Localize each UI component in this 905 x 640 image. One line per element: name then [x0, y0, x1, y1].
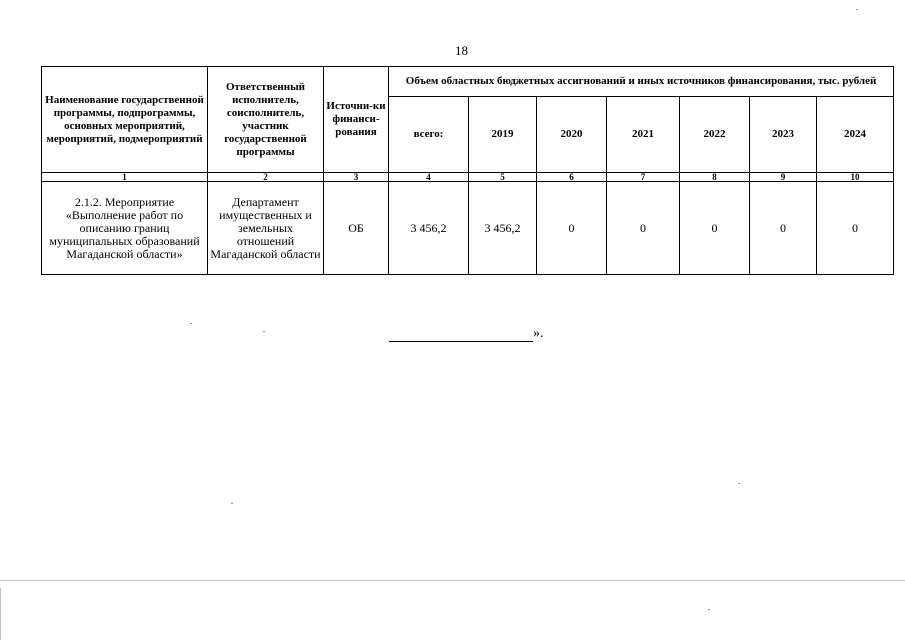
header-year-2022: 2022 — [680, 97, 750, 173]
column-number: 4 — [389, 173, 469, 182]
header-year-2020: 2020 — [537, 97, 607, 173]
header-responsible: Ответственный исполнитель, соисполнитель, участник государственной программы — [208, 67, 324, 173]
header-year-2021: 2021 — [607, 97, 680, 173]
column-number: 5 — [469, 173, 537, 182]
signature-underline — [389, 325, 533, 342]
responsible-cell: Департамент имущественных и земельных отношений Магаданской области — [208, 182, 324, 275]
column-number: 8 — [680, 173, 750, 182]
table-row — [42, 182, 894, 275]
scan-speck — [708, 609, 710, 610]
closing-line — [389, 325, 544, 342]
column-number: 9 — [750, 173, 817, 182]
header-sources: Источни-ки финанси-рования — [324, 67, 389, 173]
column-number: 10 — [817, 173, 894, 182]
scan-speck — [263, 331, 265, 332]
column-number: 2 — [208, 173, 324, 182]
value-2021-cell: 0 — [607, 182, 680, 275]
scan-speck — [738, 483, 740, 484]
header-total: всего: — [389, 97, 469, 173]
budget-table — [41, 66, 894, 275]
column-number: 3 — [324, 173, 389, 182]
column-number: 6 — [537, 173, 607, 182]
header-name: Наименование государственной программы, подпрограммы, основных мероприятий, мероприятий, подмероприятий — [42, 67, 208, 173]
column-number: 7 — [607, 173, 680, 182]
value-2022-cell: 0 — [680, 182, 750, 275]
value-total-cell: 3 456,2 — [389, 182, 469, 275]
scan-speck — [190, 323, 192, 324]
source-cell: ОБ — [324, 182, 389, 275]
column-number: 1 — [42, 173, 208, 182]
header-year-2019: 2019 — [469, 97, 537, 173]
scan-fold-line — [0, 580, 905, 581]
scan-edge-line — [0, 588, 1, 640]
header-volume: Объем областных бюджетных ассигнований и иных источников финансирования, тыс. рублей — [389, 67, 894, 97]
measure-name-cell: 2.1.2. Мероприятие «Выполнение работ по описанию границ муниципальных образований Магаданской области» — [42, 182, 208, 275]
column-number-row — [42, 173, 894, 182]
header-year-2023: 2023 — [750, 97, 817, 173]
value-2024-cell: 0 — [817, 182, 894, 275]
value-2019-cell: 3 456,2 — [469, 182, 537, 275]
closing-quote: ». — [533, 326, 544, 341]
value-2023-cell: 0 — [750, 182, 817, 275]
page-number: 18 — [455, 43, 468, 58]
value-2020-cell: 0 — [537, 182, 607, 275]
scan-speck — [856, 9, 858, 10]
header-year-2024: 2024 — [817, 97, 894, 173]
scan-speck — [231, 503, 233, 504]
